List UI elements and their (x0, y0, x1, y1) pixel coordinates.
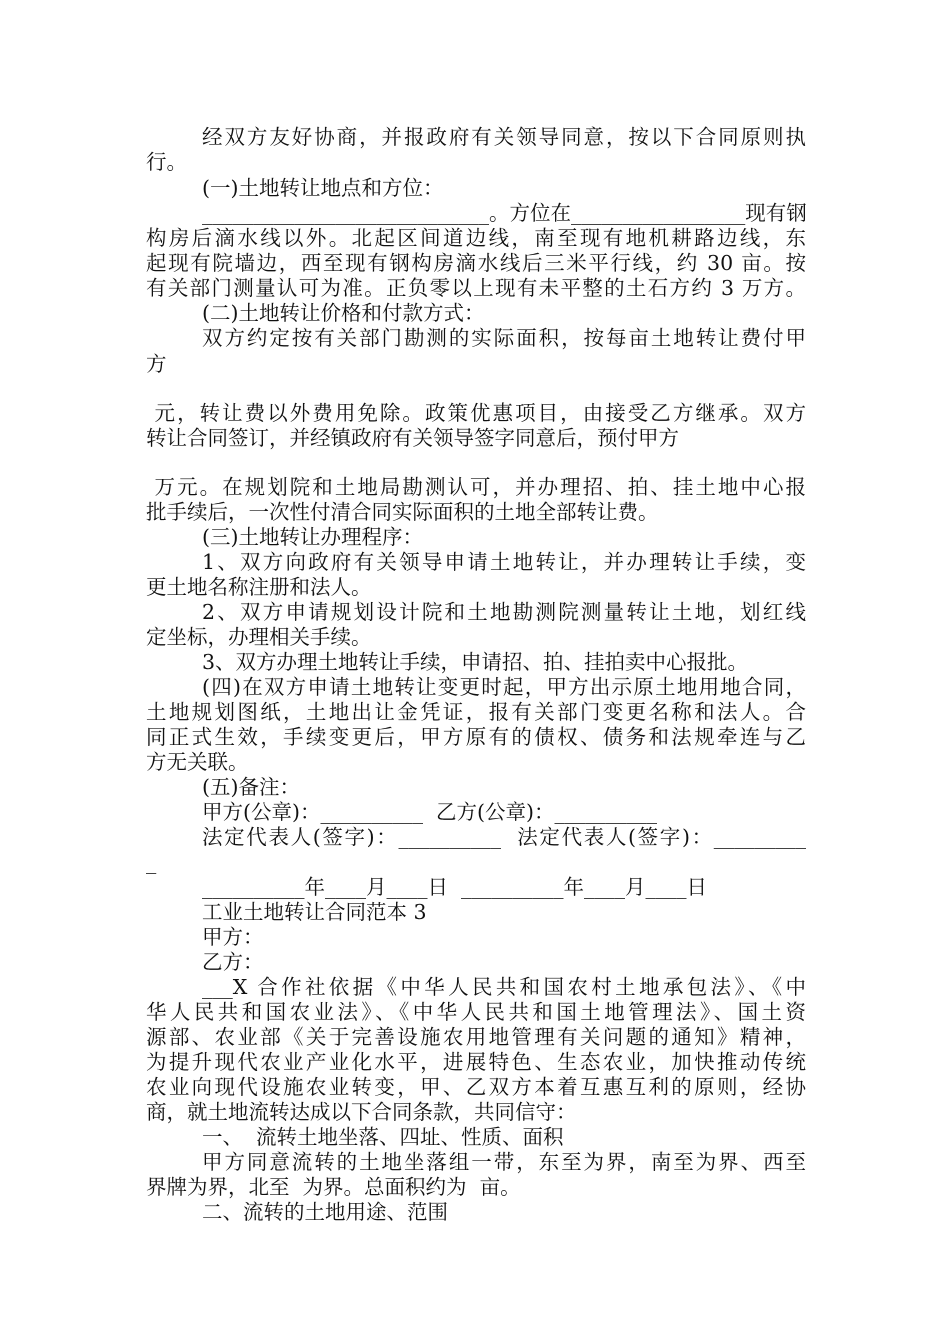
text-line: 1、双方向政府有关领导申请土地转让，并办理转让手续，变 (202, 550, 806, 574)
text-line: 甲方同意流转的土地坐落组一带，东至为界，南至为界、西至 (202, 1150, 806, 1174)
text-line: 为提升现代农业产业化水平，进展特色、生态农业，加快推动传统 (146, 1050, 806, 1074)
text-line: 源部、农业部《关于完善设施农用地管理有关问题的通知》精神， (146, 1025, 806, 1049)
text-line: ___X 合作社依据《中华人民共和国农村土地承包法》、《中 (202, 975, 806, 999)
party-a-label: 甲方： (202, 925, 264, 949)
text-line: 华人民共和国农业法》、《中华人民共和国土地管理法》、国土资 (146, 1000, 806, 1024)
text-line: 定坐标，办理相关手续。 (146, 625, 372, 649)
signature-line-representative: 法定代表人(签字)：__________ 法定代表人(签字)：_________ (202, 825, 806, 849)
text-line: 同正式生效，手续变更后，甲方原有的债权、债务和法规牵连与乙 (146, 725, 806, 749)
section-heading: (一)土地转让地点和方位： (202, 176, 444, 200)
text-line: 起现有院墙边，西至现有钢构房滴水线后三米平行线，约 30 亩。按 (146, 251, 806, 275)
text-line: 批手续后，一次性付清合同实际面积的土地全部转让费。 (146, 500, 659, 524)
text-line: 双方约定按有关部门勘测的实际面积，按每亩土地转让费付甲 (202, 326, 806, 350)
text-line: 有关部门测量认可为准。正负零以上现有未平整的土石方约 3 万方。 (146, 276, 806, 300)
section-heading: (三)土地转让办理程序： (202, 525, 423, 549)
section-heading: (五)备注： (202, 775, 300, 799)
text-line: (四)在双方申请土地转让变更时起，甲方出示原土地用地合同， (202, 675, 806, 699)
text-line: _ (146, 850, 157, 874)
signature-line-seal: 甲方(公章)：__________ 乙方(公章)：__________ (202, 800, 658, 824)
text-line: 更土地名称注册和法人。 (146, 575, 372, 599)
text-line: 经双方友好协商，并报政府有关领导同意，按以下合同原则执 (202, 125, 806, 149)
text-line: 元，转让费以外费用免除。政策优惠项目，由接受乙方继承。双方 (146, 401, 806, 425)
text-line: 界牌为界，北至 为界。总面积约为 亩。 (146, 1175, 521, 1199)
text-line: 构房后滴水线以外。北起区间道边线，南至现有地机耕路边线，东 (146, 226, 806, 250)
party-b-label: 乙方： (202, 950, 264, 974)
document-title: 工业土地转让合同范本 3 (202, 900, 427, 924)
text-line: 方 (146, 352, 167, 376)
text-line: 方无关联。 (146, 750, 249, 774)
section-heading: 一、 流转土地坐落、四址、性质、面积 (202, 1125, 564, 1149)
text-line: 商，就土地流转达成以下合同条款，共同信守： (146, 1100, 577, 1124)
text-line: 农业向现代设施农业转变，甲、乙双方本着互惠互利的原则，经协 (146, 1075, 806, 1099)
section-heading: 二、流转的土地用途、范围 (202, 1200, 448, 1224)
text-line: 行。 (146, 150, 187, 174)
text-line: 2、双方申请规划设计院和土地勘测院测量转让土地，划红线 (202, 600, 806, 624)
text-line: ____________________________。方位在_________________现有钢 (202, 201, 807, 225)
date-line: __________年____月____日 __________年____月____日 (202, 875, 708, 899)
text-line: 万元。在规划院和土地局勘测认可，并办理招、拍、挂土地中心报 (146, 475, 806, 499)
text-line: 3、双方办理土地转让手续，申请招、拍、挂拍卖中心报批。 (202, 650, 749, 674)
text-line: 转让合同签订，并经镇政府有关领导签字同意后，预付甲方 (146, 426, 679, 450)
section-heading: (二)土地转让价格和付款方式： (202, 301, 485, 325)
text-line: 土地规划图纸，土地出让金凭证，报有关部门变更名称和法人。合 (146, 700, 806, 724)
